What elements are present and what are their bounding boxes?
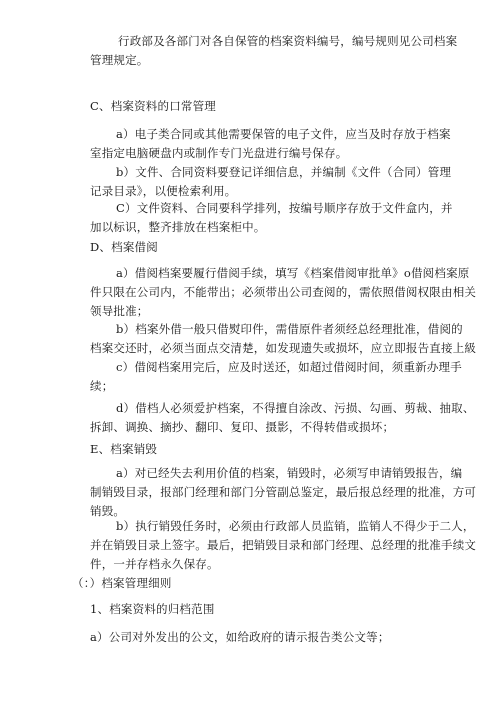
text-line: 制销毁目录，报部门经理和部门分管副总鉴定，最后报总经理的批准，方可	[90, 485, 477, 499]
heading-text: D、档案借阅	[90, 240, 158, 254]
text-line: b）文件、合同资料要登记详细信息，并编制《文件（合同）管理	[116, 165, 452, 179]
heading-text: （：）档案管理细则	[72, 576, 172, 590]
heading-archive-borrowing	[90, 238, 436, 257]
heading-filing-scope	[90, 600, 436, 619]
text-line: 室指定电脑硬盘内或制作专门光盘进行编号保存。	[90, 146, 348, 160]
paragraph-return-on-time	[90, 358, 462, 396]
paragraph-numbering-rules	[90, 32, 458, 70]
text-line: 销毁。	[90, 504, 126, 518]
paragraph-borrowing-procedure	[90, 264, 477, 321]
heading-management-rules	[72, 574, 418, 593]
text-line: 行政部及各部门对各自保管的档案资料编号，编号规则见公司档案	[118, 34, 458, 48]
text-line: 拆卸、调换、摘抄、翻印、复印、摄影，不得转借或损坏；	[90, 420, 395, 434]
heading-text: E、档案销毁	[90, 442, 158, 456]
paragraph-electronic-files	[90, 125, 451, 163]
text-line: 加以标识，整齐排放在档案柜中。	[90, 220, 266, 234]
text-line: a）对已经失去利用价值的档案，销毁时，必须写申请销毁报告，编	[116, 466, 463, 480]
text-line: 并在销毁目录上签字。最后，把销毁目录和部门经理、总经理的批准手续文	[90, 538, 477, 552]
paragraph-destruction-supervision	[90, 517, 477, 574]
heading-archive-destruction	[90, 440, 436, 459]
text-line: a）公司对外发出的公文，如给政府的请示报告类公文等；	[90, 630, 390, 644]
heading-daily-management	[90, 97, 436, 116]
text-line: a）电子类合同或其他需要保管的电子文件，应当及时存放于档案	[116, 127, 451, 141]
text-line: b）档案外借一般只借熨印件，需借原件者须经总经理批准，借阅的	[116, 322, 463, 336]
text-line: 档案交还时，必须当面点交清楚，如发现遗失或损坏，应立即报告直接上級	[90, 341, 477, 355]
text-line: d）借档人必须爱护档案，不得擅自涂改、污损、勾画、剪裁、抽取、	[116, 401, 475, 415]
text-line: C）文件资料、合同要科学排列，按编号顺序存放于文件盒内，并	[116, 201, 453, 215]
heading-text: C、档案资料的口常管理	[90, 99, 216, 113]
text-line: 件，一并存档永久保存。	[90, 557, 219, 571]
text-line: b）执行销毁任务时，必须由行政部人员监销，监销人不得少于二人，	[116, 519, 475, 533]
text-line: a）借阅档案要履行借阅手续，填写《档案借阅审批单》o借阅档案原	[116, 266, 470, 280]
text-line: 管理规定。	[90, 53, 149, 67]
paragraph-registration	[90, 163, 452, 201]
text-line: 记录目录》，以便检索利用。	[90, 184, 237, 198]
text-line: 领导批准；	[90, 304, 149, 318]
paragraph-external-lending	[90, 320, 477, 358]
text-line: c）借阅档案用完后，应及时送还，如超过借阅时间，须重新办理手	[116, 360, 462, 374]
paragraph-arrangement	[90, 199, 453, 237]
paragraph-outgoing-documents	[90, 628, 436, 647]
text-line: 续；	[90, 379, 114, 393]
paragraph-destruction-application	[90, 464, 477, 521]
heading-text: 1、档案资料的归档范围	[90, 602, 215, 616]
paragraph-care-of-archives	[90, 399, 475, 437]
text-line: 件只限在公司内，不能带出；必须带出公司查阅的，需依照借阅权限由相关	[90, 285, 477, 299]
